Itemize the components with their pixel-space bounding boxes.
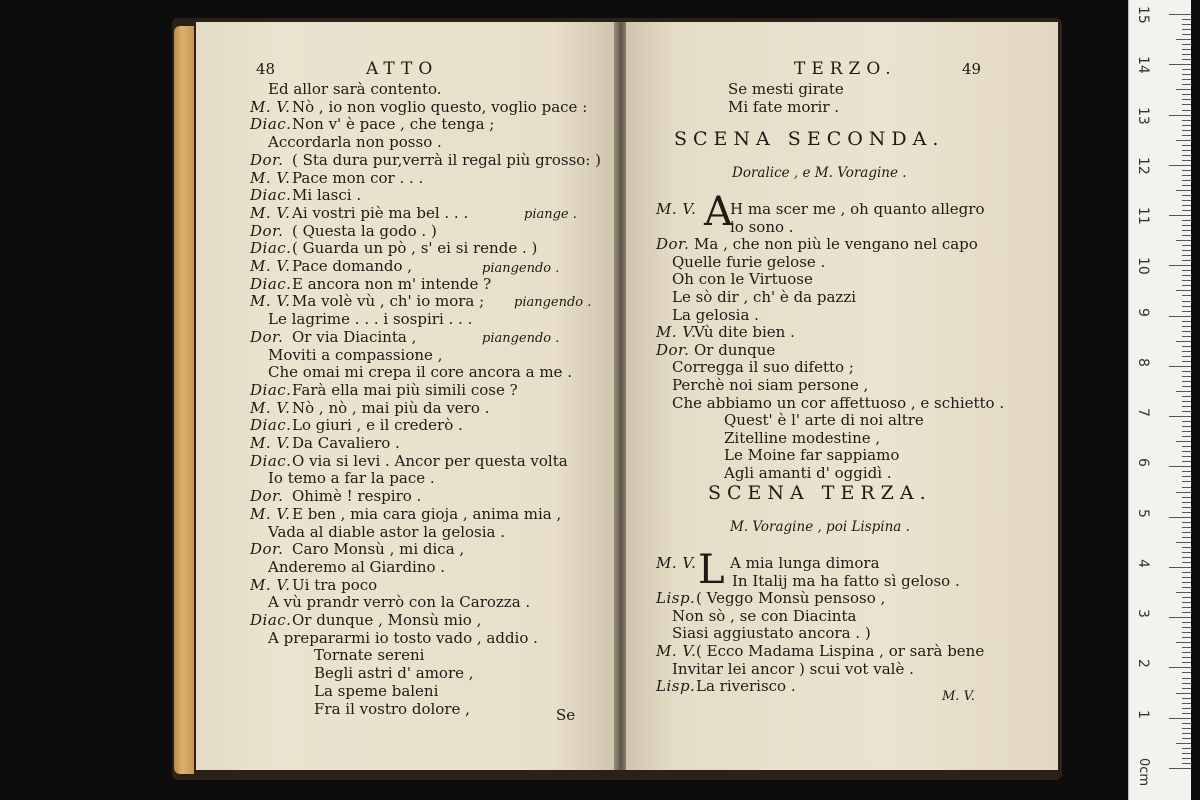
left-page-header: ATTO <box>366 59 439 79</box>
ruler-tick <box>1182 285 1191 286</box>
ruler-tick <box>1182 29 1191 30</box>
ruler-tick <box>1182 110 1191 111</box>
verse-line: Caro Monsù , mi dica , <box>292 540 465 559</box>
ruler-tick <box>1182 19 1191 20</box>
ruler-tick <box>1182 24 1191 25</box>
measuring-ruler <box>1128 0 1191 800</box>
speaker-label: M. V. <box>656 323 697 342</box>
ruler-tick <box>1182 662 1191 663</box>
drop-cap: L <box>698 547 725 593</box>
ruler-tick <box>1182 421 1191 422</box>
verse-line: Ed allor sarà contento. <box>268 80 442 98</box>
ruler-tick <box>1182 657 1191 658</box>
scene-title: SCENA TERZA. <box>708 482 932 504</box>
verse-line: La speme baleni <box>314 681 439 700</box>
verse-line: Le lagrime . . . i sospiri . . . <box>268 310 473 329</box>
ruler-tick <box>1182 130 1191 131</box>
ruler-tick <box>1182 250 1191 251</box>
ruler-tick <box>1182 49 1191 50</box>
ruler-tick <box>1182 537 1191 538</box>
ruler-number: 8 <box>1135 357 1151 367</box>
ruler-tick <box>1182 321 1191 322</box>
ruler-tick <box>1182 582 1191 583</box>
ruler-number: 1 <box>1135 709 1151 719</box>
ruler-number: 14 <box>1135 56 1151 75</box>
verse-line: Tornate sereni <box>314 646 425 665</box>
verse-line: Se mesti girate <box>728 80 844 98</box>
speaker-label: Lisp. <box>656 589 696 608</box>
ruler-tick <box>1182 502 1191 503</box>
verse-line: Corregga il suo difetto ; <box>672 358 854 377</box>
ruler-number: 2 <box>1135 659 1151 669</box>
verse-line: La gelosia . <box>672 305 759 324</box>
left-page-number: 48 <box>256 60 276 78</box>
ruler-unit-label: 0cm <box>1136 758 1151 787</box>
ruler-tick <box>1182 361 1191 362</box>
speaker-label: M. V. <box>250 504 291 523</box>
ruler-tick <box>1182 577 1191 578</box>
verse-line: A vù prandr verrò con la Carozza . <box>268 593 531 612</box>
ruler-tick <box>1182 426 1191 427</box>
verse-line: ( Questa la godo . ) <box>292 221 437 240</box>
ruler-tick <box>1182 371 1191 372</box>
ruler-number: 10 <box>1135 257 1151 276</box>
ruler-tick <box>1182 255 1191 256</box>
ruler-tick <box>1182 381 1191 382</box>
verse-line: Anderemo al Giardino . <box>268 557 446 576</box>
right-page-header: TERZO. <box>794 59 897 79</box>
verse-line: Non sò , se con Diacinta <box>672 606 857 625</box>
verse-line: Agli amanti d' oggidì . <box>724 464 892 482</box>
ruler-tick <box>1182 280 1191 281</box>
ruler-tick <box>1182 44 1191 45</box>
ruler-tick <box>1176 592 1191 593</box>
ruler-tick <box>1182 728 1191 729</box>
ruler-tick <box>1169 265 1191 266</box>
speaker-label: M. V. <box>250 203 291 222</box>
ruler-tick <box>1182 245 1191 246</box>
ruler-number: 5 <box>1135 508 1151 518</box>
verse-line: Quelle furie gelose . <box>672 252 826 271</box>
verse-line: H ma scer me , oh quanto allegro <box>730 200 985 218</box>
ruler-tick <box>1182 205 1191 206</box>
drop-cap: A <box>704 189 733 235</box>
verse-line: Begli astri d' amore , <box>314 664 474 683</box>
ruler-tick <box>1176 39 1191 40</box>
page-edges <box>174 26 194 774</box>
ruler-tick <box>1169 115 1191 116</box>
ruler-tick <box>1169 768 1191 769</box>
ruler-tick <box>1182 683 1191 684</box>
ruler-tick <box>1169 416 1191 417</box>
verse-line: A mia lunga dimora <box>730 554 880 572</box>
verse-line: Farà ella mai più simili cose ? <box>292 380 518 399</box>
ruler-tick <box>1169 617 1191 618</box>
verse-line: A prepararmi io tosto vado , addio . <box>268 628 538 647</box>
ruler-tick <box>1182 507 1191 508</box>
ruler-tick <box>1182 572 1191 573</box>
ruler-tick <box>1182 552 1191 553</box>
ruler-tick <box>1176 89 1191 90</box>
ruler-tick <box>1182 471 1191 472</box>
verse-line: ( Veggo Monsù pensoso , <box>696 589 886 608</box>
verse-line: Non v' è pace , che tenga ; <box>292 115 495 134</box>
speaker-label: M. V. <box>656 642 697 660</box>
ruler-tick <box>1182 622 1191 623</box>
verse-line: Or via Diacinta , <box>292 327 417 346</box>
ruler-tick <box>1182 748 1191 749</box>
ruler-tick <box>1182 356 1191 357</box>
ruler-tick <box>1182 637 1191 638</box>
ruler-tick <box>1182 185 1191 186</box>
ruler-tick <box>1182 175 1191 176</box>
ruler-tick <box>1182 688 1191 689</box>
ruler-tick <box>1182 160 1191 161</box>
ruler-number: 13 <box>1135 106 1151 125</box>
ruler-number: 3 <box>1135 609 1151 619</box>
speaker-label: M. V. <box>656 554 697 572</box>
ruler-tick <box>1182 59 1191 60</box>
verse-line: Pace domando , <box>292 257 413 275</box>
speaker-label: Diac. <box>250 115 292 134</box>
speaker-label: Dor. <box>250 327 284 346</box>
verse-line: Accordarla non posso . <box>268 133 442 152</box>
ruler-tick <box>1182 295 1191 296</box>
speaker-label: M. V. <box>250 257 291 275</box>
speaker-label: Dor. <box>250 150 284 169</box>
ruler-tick <box>1182 738 1191 739</box>
ruler-tick <box>1169 14 1191 15</box>
ruler-tick <box>1176 391 1191 392</box>
ruler-tick <box>1182 703 1191 704</box>
verse-line: Ohimè ! respiro . <box>292 487 422 506</box>
ruler-tick <box>1182 69 1191 70</box>
ruler-tick <box>1182 753 1191 754</box>
ruler-tick <box>1182 587 1191 588</box>
ruler-tick <box>1182 612 1191 613</box>
ruler-tick <box>1182 235 1191 236</box>
verse-line: Che abbiamo un cor affettuoso , e schietto . <box>672 393 1005 412</box>
ruler-tick <box>1182 326 1191 327</box>
ruler-tick <box>1182 446 1191 447</box>
ruler-tick <box>1169 316 1191 317</box>
verse-line: ( Ecco Madama Lispina , or sarà bene <box>696 642 985 660</box>
ruler-tick <box>1182 376 1191 377</box>
ruler-tick <box>1182 497 1191 498</box>
speaker-label: Lisp. <box>656 677 696 696</box>
ruler-tick <box>1176 140 1191 141</box>
speaker-label: Diac. <box>250 239 292 258</box>
left-page <box>196 22 616 770</box>
verse-line: Mi lasci . <box>292 186 362 205</box>
ruler-tick <box>1182 532 1191 533</box>
ruler-tick <box>1182 346 1191 347</box>
verse-line: Oh con le Virtuose <box>672 270 813 289</box>
ruler-tick <box>1182 74 1191 75</box>
speaker-label: M. V. <box>250 434 291 452</box>
ruler-tick <box>1182 713 1191 714</box>
verse-line: Moviti a compassione , <box>268 345 443 364</box>
ruler-tick <box>1182 94 1191 95</box>
verse-line: Vù dite bien . <box>694 323 795 342</box>
ruler-tick <box>1182 180 1191 181</box>
ruler-tick <box>1182 150 1191 151</box>
scene-title: SCENA SECONDA. <box>674 128 945 150</box>
right-page <box>626 22 1058 770</box>
ruler-tick <box>1169 718 1191 719</box>
ruler-tick <box>1182 627 1191 628</box>
ruler-number: 9 <box>1135 307 1151 317</box>
ruler-tick <box>1176 743 1191 744</box>
verse-line: Che omai mi crepa il core ancora a me . <box>268 363 572 382</box>
ruler-tick <box>1182 34 1191 35</box>
verse-line: Ai vostri piè ma bel . . . <box>292 203 469 222</box>
ruler-tick <box>1182 200 1191 201</box>
ruler-tick <box>1182 602 1191 603</box>
ruler-tick <box>1182 562 1191 563</box>
speaker-label: M. V. <box>250 575 291 594</box>
ruler-number: 15 <box>1135 6 1151 24</box>
stage-direction: piangendo . <box>482 261 560 276</box>
ruler-tick <box>1176 290 1191 291</box>
ruler-tick <box>1182 54 1191 55</box>
stage-direction: piangendo . <box>482 331 560 346</box>
ruler-tick <box>1182 225 1191 226</box>
ruler-tick <box>1182 306 1191 307</box>
ruler-tick <box>1182 461 1191 462</box>
ruler-number: 12 <box>1135 156 1151 175</box>
ruler-tick <box>1182 155 1191 156</box>
verse-line: Nò , io non voglio questo, voglio pace : <box>292 97 588 116</box>
verse-line: Mi fate morir . <box>728 98 840 116</box>
ruler-tick <box>1182 723 1191 724</box>
ruler-tick <box>1169 215 1191 216</box>
ruler-tick <box>1182 195 1191 196</box>
ruler-tick <box>1176 240 1191 241</box>
speaker-label: Diac. <box>250 186 292 205</box>
verse-line: In Italij ma ha fatto sì geloso . <box>732 571 960 590</box>
verse-line: io sono . <box>730 217 794 236</box>
ruler-tick <box>1182 632 1191 633</box>
ruler-tick <box>1182 210 1191 211</box>
ruler-tick <box>1182 99 1191 100</box>
verse-line: E ancora non m' intende ? <box>292 274 492 293</box>
speaker-label: Dor. <box>250 540 284 559</box>
speaker-label: M. V. <box>656 200 697 218</box>
ruler-tick <box>1182 104 1191 105</box>
verse-line: Perchè noi siam persone , <box>672 376 869 394</box>
verse-line: Ui tra poco <box>292 575 378 594</box>
ruler-tick <box>1182 733 1191 734</box>
speaker-label: M. V. <box>250 292 291 311</box>
ruler-tick <box>1169 366 1191 367</box>
ruler-tick <box>1182 451 1191 452</box>
verse-line: Le Moine far sappiamo <box>724 446 900 465</box>
verse-line: Fra il vostro dolore , <box>314 699 470 718</box>
ruler-number: 6 <box>1135 458 1151 468</box>
ruler-tick <box>1182 547 1191 548</box>
verse-line: Ma volè vù , ch' io mora ; <box>292 292 485 311</box>
verse-line: Vada al diable astor la gelosia . <box>268 522 506 541</box>
speaker-label: Dor. <box>656 340 690 359</box>
ruler-tick <box>1182 512 1191 513</box>
speaker-label: M. V. <box>250 97 291 116</box>
ruler-tick <box>1182 672 1191 673</box>
verse-line: ( Guarda un pò , s' ei si rende . ) <box>292 239 538 258</box>
catchword: Se <box>556 706 576 724</box>
right-page-number: 49 <box>962 60 982 78</box>
ruler-tick <box>1182 758 1191 759</box>
speaker-label: M. V. <box>250 398 291 417</box>
speaker-label: Diac. <box>250 274 292 293</box>
stage-direction: piange . <box>524 207 577 222</box>
ruler-tick <box>1182 120 1191 121</box>
verse-line: Ma , che non più le vengano nel capo <box>694 235 978 254</box>
ruler-tick <box>1182 170 1191 171</box>
ruler-number: 11 <box>1135 207 1151 225</box>
ruler-tick <box>1176 492 1191 493</box>
ruler-tick <box>1182 386 1191 387</box>
speaker-label: Dor. <box>250 221 284 240</box>
ruler-tick <box>1182 597 1191 598</box>
ruler-tick <box>1182 436 1191 437</box>
ruler-tick <box>1182 125 1191 126</box>
ruler-tick <box>1182 336 1191 337</box>
ruler-tick <box>1182 331 1191 332</box>
verse-line: Siasi aggiustato ancora . ) <box>672 624 871 643</box>
ruler-tick <box>1182 401 1191 402</box>
verse-line: ( Sta dura pur,verrà il regal più grosso: ) <box>292 150 601 169</box>
ruler-tick <box>1182 678 1191 679</box>
ruler-tick <box>1182 145 1191 146</box>
ruler-tick <box>1182 522 1191 523</box>
ruler-tick <box>1182 487 1191 488</box>
ruler-tick <box>1182 275 1191 276</box>
ruler-tick <box>1182 411 1191 412</box>
scene-persons: M. Voragine , poi Lispina . <box>730 519 910 535</box>
speaker-label: Dor. <box>250 487 284 506</box>
ruler-tick <box>1169 517 1191 518</box>
ruler-tick <box>1182 647 1191 648</box>
ruler-tick <box>1176 441 1191 442</box>
ruler-tick <box>1169 64 1191 65</box>
verse-line: Zitelline modestine , <box>724 428 881 447</box>
ruler-tick <box>1182 135 1191 136</box>
ruler-tick <box>1169 667 1191 668</box>
ruler-tick <box>1182 481 1191 482</box>
ruler-tick <box>1182 301 1191 302</box>
stage-direction: piangendo . <box>514 295 592 310</box>
verse-line: Lo giuri , e il crederò . <box>292 416 463 435</box>
ruler-tick <box>1169 165 1191 166</box>
ruler-tick <box>1182 260 1191 261</box>
catchword: M. V. <box>942 689 975 704</box>
ruler-tick <box>1182 607 1191 608</box>
verse-line: Invitar lei ancor ) scui vot valè . <box>672 659 914 678</box>
verse-line: Le sò dir , ch' è da pazzi <box>672 288 857 306</box>
verse-line: O via si levi . Ancor per questa volta <box>292 451 568 470</box>
ruler-tick <box>1182 220 1191 221</box>
verse-line: Nò , nò , mai più da vero . <box>292 398 490 417</box>
ruler-tick <box>1182 698 1191 699</box>
verse-line: La riverisco . <box>696 677 796 696</box>
ruler-tick <box>1182 311 1191 312</box>
ruler-tick <box>1182 456 1191 457</box>
ruler-number: 7 <box>1135 408 1151 418</box>
ruler-tick <box>1182 84 1191 85</box>
ruler-tick <box>1182 406 1191 407</box>
speaker-label: Diac. <box>250 380 292 399</box>
ruler-tick <box>1182 270 1191 271</box>
verse-line: Pace mon cor . . . <box>292 168 424 187</box>
ruler-tick <box>1182 527 1191 528</box>
ruler-tick <box>1176 190 1191 191</box>
verse-line: E ben , mia cara gioja , anima mia , <box>292 504 562 523</box>
ruler-tick <box>1182 708 1191 709</box>
ruler-tick <box>1182 557 1191 558</box>
ruler-tick <box>1182 652 1191 653</box>
ruler-tick <box>1182 351 1191 352</box>
ruler-tick <box>1182 79 1191 80</box>
speaker-label: Diac. <box>250 611 292 629</box>
scene-persons: Doralice , e M. Voragine . <box>732 165 907 181</box>
ruler-tick <box>1182 230 1191 231</box>
ruler-tick <box>1182 396 1191 397</box>
ruler-number: 4 <box>1135 558 1151 568</box>
ruler-tick <box>1176 341 1191 342</box>
speaker-label: Dor. <box>656 235 690 254</box>
speaker-label: Diac. <box>250 416 292 435</box>
ruler-tick <box>1176 693 1191 694</box>
ruler-tick <box>1169 466 1191 467</box>
speaker-label: Diac. <box>250 451 292 470</box>
ruler-tick <box>1182 431 1191 432</box>
ruler-tick <box>1176 642 1191 643</box>
speaker-label: M. V. <box>250 168 291 187</box>
ruler-tick <box>1182 476 1191 477</box>
ruler-tick <box>1182 763 1191 764</box>
ruler-tick <box>1176 542 1191 543</box>
verse-line: Io temo a far la pace . <box>268 469 435 488</box>
ruler-tick <box>1169 567 1191 568</box>
verse-line: Quest' è l' arte di noi altre <box>724 411 924 430</box>
verse-line: Or dunque , Monsù mio , <box>292 611 482 629</box>
verse-line: Or dunque <box>694 340 776 359</box>
verse-line: Da Cavaliero . <box>292 434 400 452</box>
